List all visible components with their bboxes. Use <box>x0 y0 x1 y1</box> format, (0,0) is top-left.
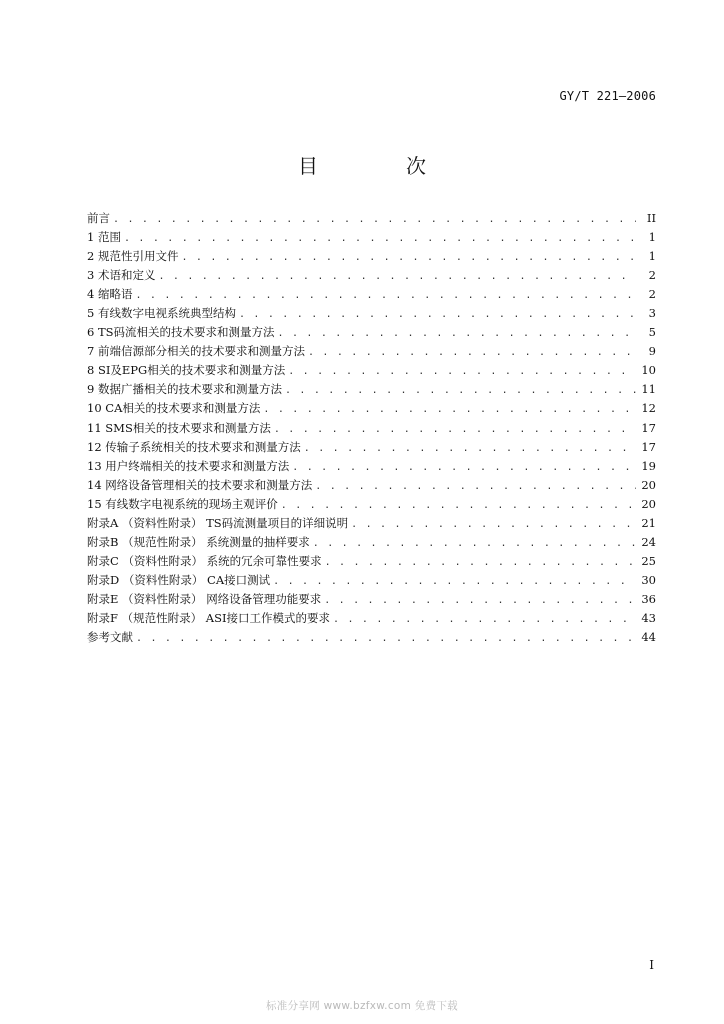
toc-entry[interactable] <box>87 571 656 590</box>
toc-entry[interactable] <box>87 476 656 495</box>
toc-entry-page: 17 <box>641 420 656 435</box>
toc-entry-label: 7 前端信源部分相关的技术要求和测量方法 <box>87 344 305 359</box>
toc-entry-page: 20 <box>641 496 656 511</box>
toc-dot-leader <box>292 458 636 477</box>
toc-entry[interactable] <box>87 285 656 304</box>
toc-entry-page: 36 <box>641 591 656 606</box>
toc-dot-leader <box>285 381 636 400</box>
toc-entry-page: 30 <box>641 572 656 587</box>
toc-dot-leader <box>304 439 636 458</box>
toc-dot-leader <box>263 400 636 419</box>
toc-entry-label: 附录F （规范性附录） ASI接口工作模式的要求 <box>87 610 331 625</box>
toc-entry-page: 9 <box>648 344 656 359</box>
toc-entry-label: 8 SI及EPG相关的技术要求和测量方法 <box>87 363 286 378</box>
toc-entry[interactable] <box>87 495 656 514</box>
toc-dot-leader <box>325 553 636 572</box>
toc-dot-leader <box>308 343 636 362</box>
page-title: 目 次 <box>298 154 460 178</box>
toc-entry-label: 11 SMS相关的技术要求和测量方法 <box>87 420 271 435</box>
toc-dot-leader <box>273 572 636 591</box>
toc-entry[interactable] <box>87 399 656 418</box>
toc-entry[interactable] <box>87 304 656 323</box>
toc-entry-label: 3 术语和定义 <box>87 268 156 283</box>
toc-entry-label: 附录B （规范性附录） 系统测量的抽样要求 <box>87 534 310 549</box>
toc-entry-label: 12 传输子系统相关的技术要求和测量方法 <box>87 439 301 454</box>
toc-entry-page: 10 <box>641 363 656 378</box>
toc-dot-leader <box>313 534 636 553</box>
toc-entry-label: 2 规范性引用文件 <box>87 249 179 264</box>
toc-dot-leader <box>181 248 636 267</box>
toc-entry-page: 12 <box>641 401 656 416</box>
toc-entry[interactable] <box>87 342 656 361</box>
toc-entry-label: 14 网络设备管理相关的技术要求和测量方法 <box>87 477 313 492</box>
toc-dot-leader <box>113 210 636 229</box>
toc-dot-leader <box>136 629 636 648</box>
toc-dot-leader <box>124 229 636 248</box>
toc-entry-page: 21 <box>641 515 656 530</box>
toc-entry-page: 5 <box>648 325 656 340</box>
toc-entry[interactable] <box>87 590 656 609</box>
toc-entry-label: 附录D （资料性附录） CA接口测试 <box>87 572 271 587</box>
toc-entry[interactable] <box>87 552 656 571</box>
toc-entry[interactable] <box>87 609 656 628</box>
toc-entry[interactable] <box>87 247 656 266</box>
toc-dot-leader <box>324 591 636 610</box>
toc-entry-label: 4 缩略语 <box>87 287 133 302</box>
toc-entry-page: 19 <box>641 458 656 473</box>
toc-dot-leader <box>315 477 636 496</box>
toc-entry-page: 17 <box>641 439 656 454</box>
table-of-contents <box>87 209 656 647</box>
toc-entry-page: 1 <box>648 230 656 245</box>
toc-entry[interactable] <box>87 266 656 285</box>
toc-entry-label: 15 有线数字电视系统的现场主观评价 <box>87 496 278 511</box>
toc-dot-leader <box>333 610 636 629</box>
toc-entry-label: 附录A （资料性附录） TS码流测量项目的详细说明 <box>87 515 349 530</box>
toc-entry-page: 2 <box>648 287 656 302</box>
toc-entry[interactable] <box>87 209 656 228</box>
toc-entry-label: 1 范围 <box>87 230 121 245</box>
toc-entry-label: 附录C （资料性附录） 系统的冗余可靠性要求 <box>87 553 322 568</box>
toc-dot-leader <box>274 420 636 439</box>
toc-entry[interactable] <box>87 419 656 438</box>
toc-entry-page: 43 <box>641 610 656 625</box>
toc-entry-label: 13 用户终端相关的技术要求和测量方法 <box>87 458 290 473</box>
toc-dot-leader <box>281 496 636 515</box>
watermark-text: 标准分享网 www.bzfxw.com 免费下载 <box>266 1000 458 1012</box>
toc-entry-page: 3 <box>648 306 656 321</box>
toc-entry-label: 附录E （资料性附录） 网络设备管理功能要求 <box>87 591 322 606</box>
toc-entry[interactable] <box>87 323 656 342</box>
toc-entry-page: 24 <box>641 534 656 549</box>
toc-entry-label: 10 CA相关的技术要求和测量方法 <box>87 401 261 416</box>
toc-entry[interactable] <box>87 457 656 476</box>
toc-dot-leader <box>239 305 636 324</box>
toc-entry-page: 44 <box>641 630 656 645</box>
toc-entry[interactable] <box>87 533 656 552</box>
toc-entry-page: II <box>646 211 656 225</box>
toc-dot-leader <box>135 286 636 305</box>
toc-dot-leader <box>351 515 636 534</box>
toc-entry-label: 6 TS码流相关的技术要求和测量方法 <box>87 325 275 340</box>
toc-entry[interactable] <box>87 361 656 380</box>
toc-entry-page: 20 <box>641 477 656 492</box>
toc-entry-page: 25 <box>641 553 656 568</box>
toc-entry-label: 前言 <box>87 211 110 225</box>
toc-entry[interactable] <box>87 514 656 533</box>
toc-entry[interactable] <box>87 228 656 247</box>
toc-entry-page: 2 <box>648 268 656 283</box>
page-number: I <box>649 958 654 972</box>
toc-entry[interactable] <box>87 438 656 457</box>
toc-dot-leader <box>158 267 636 286</box>
toc-dot-leader <box>278 324 636 343</box>
toc-entry[interactable] <box>87 628 656 647</box>
toc-entry[interactable] <box>87 380 656 399</box>
toc-entry-page: 1 <box>648 249 656 264</box>
toc-dot-leader <box>288 362 636 381</box>
toc-entry-label: 9 数据广播相关的技术要求和测量方法 <box>87 382 282 397</box>
toc-entry-label: 5 有线数字电视系统典型结构 <box>87 306 236 321</box>
standard-code: GY/T 221—2006 <box>559 89 656 103</box>
toc-entry-page: 11 <box>641 382 656 397</box>
toc-entry-label: 参考文献 <box>87 630 133 645</box>
